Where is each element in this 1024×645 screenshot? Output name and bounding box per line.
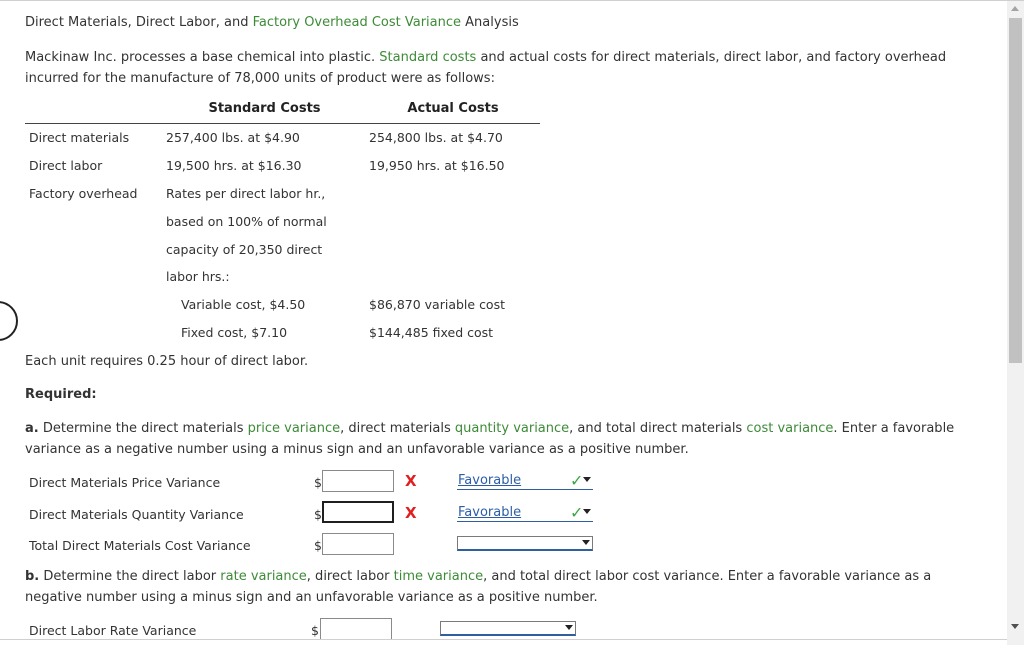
intro-text-1: Mackinaw Inc. processes a base chemical into plastic. <box>25 50 380 65</box>
part-b-text: , direct labor <box>306 569 394 584</box>
vertical-scrollbar[interactable] <box>1007 1 1024 645</box>
standard-costs-header: Standard Costs <box>208 101 321 116</box>
select-value: Favorable <box>458 505 522 520</box>
dl-rate-variance-input[interactable] <box>320 618 392 640</box>
part-b-text: Determine the direct labor <box>39 569 221 584</box>
correct-check-icon: ✓ <box>570 503 584 522</box>
overhead-standard-line: labor hrs.: <box>166 269 230 284</box>
problem-content <box>0 1 1007 645</box>
part-a-letter: a. <box>25 421 39 436</box>
dm-price-variance-label: Direct Materials Price Variance <box>29 475 221 490</box>
select-value: Favorable <box>458 473 522 488</box>
labor-actual: 19,950 hrs. at $16.50 <box>369 158 505 173</box>
chevron-down-icon <box>565 625 573 630</box>
required-heading: Required: <box>25 387 97 402</box>
variable-cost-actual: $86,870 variable cost <box>369 297 505 312</box>
part-a-text: Determine the direct materials <box>38 421 248 436</box>
labor-note: Each unit requires 0.25 hour of direct labor. <box>25 354 309 369</box>
title-suffix: Analysis <box>461 15 519 30</box>
part-a-text: . Enter a favorable variance as a negative number using a minus sign and an unfavorable variance as a positive number. <box>25 421 955 457</box>
variable-cost-standard: Variable cost, $4.50 <box>181 297 306 312</box>
row-label-labor: Direct labor <box>29 158 103 173</box>
overhead-standard-line: capacity of 20,350 direct <box>166 242 323 257</box>
incorrect-x-icon: X <box>405 504 417 522</box>
fixed-cost-standard: Fixed cost, $7.10 <box>181 325 288 340</box>
quantity-variance-link[interactable]: quantity variance <box>454 421 570 436</box>
incorrect-x-icon: X <box>405 472 417 490</box>
row-label-materials: Direct materials <box>29 130 130 145</box>
dm-total-cost-variance-select[interactable] <box>457 536 593 551</box>
currency-symbol: $ <box>311 623 319 638</box>
overhead-standard-line: Rates per direct labor hr., <box>166 186 326 201</box>
materials-actual: 254,800 lbs. at $4.70 <box>369 130 503 145</box>
part-b-letter: b. <box>25 569 40 584</box>
part-b-instructions <box>25 566 985 608</box>
dm-quantity-variance-label: Direct Materials Quantity Variance <box>29 507 244 522</box>
materials-standard: 257,400 lbs. at $4.90 <box>166 130 300 145</box>
chevron-down-icon <box>583 477 591 482</box>
labor-standard: 19,500 hrs. at $16.30 <box>166 158 302 173</box>
fixed-cost-actual: $144,485 fixed cost <box>369 325 494 340</box>
frame-bottom-edge <box>0 639 1007 640</box>
part-a-text: , and total direct materials <box>569 421 747 436</box>
currency-symbol: $ <box>314 507 322 522</box>
title-link-factory-overhead[interactable]: Factory Overhead Cost Variance <box>252 15 462 30</box>
part-a-text: , direct materials <box>340 421 455 436</box>
part-b-text: , and total direct labor cost variance. Enter a favorable variance as a negative number using a minus sign and an unfavorable variance as a positive number. <box>25 569 932 605</box>
correct-check-icon: ✓ <box>570 471 584 490</box>
dl-rate-variance-label: Direct Labor Rate Variance <box>29 623 197 638</box>
dm-total-cost-variance-label: Total Direct Materials Cost Variance <box>29 538 251 553</box>
scroll-up-arrow-icon[interactable] <box>1007 1 1024 18</box>
actual-costs-header: Actual Costs <box>407 101 499 116</box>
standard-costs-link[interactable]: Standard costs <box>379 50 477 65</box>
table-header-divider <box>25 123 540 124</box>
cost-variance-link[interactable]: cost variance <box>746 421 834 436</box>
rate-variance-link[interactable]: rate variance <box>220 569 307 584</box>
dm-price-variance-input[interactable] <box>322 470 394 492</box>
part-a-instructions <box>25 418 1003 460</box>
problem-intro <box>25 47 995 89</box>
price-variance-link[interactable]: price variance <box>247 421 341 436</box>
overhead-standard-line: based on 100% of normal <box>166 214 327 229</box>
chevron-down-icon <box>582 540 590 545</box>
row-label-overhead: Factory overhead <box>29 186 138 201</box>
page-title <box>25 15 519 30</box>
time-variance-link[interactable]: time variance <box>393 569 484 584</box>
dm-total-cost-variance-input[interactable] <box>322 533 394 555</box>
title-text: Direct Materials, Direct Labor, and <box>25 15 253 30</box>
currency-symbol: $ <box>314 538 322 553</box>
currency-symbol: $ <box>314 475 322 490</box>
chevron-down-icon <box>583 509 591 514</box>
dl-rate-variance-select[interactable] <box>440 621 576 636</box>
scroll-down-arrow-icon[interactable] <box>1007 618 1024 635</box>
dm-quantity-variance-input[interactable] <box>322 501 394 523</box>
side-panel-toggle[interactable] <box>0 301 18 341</box>
scrollbar-thumb[interactable] <box>1009 18 1022 363</box>
intro-text-2: and actual costs for direct materials, direct labor, and factory overhead incurred for the manufacture of 78,000 units of product were as follows: <box>25 50 947 86</box>
